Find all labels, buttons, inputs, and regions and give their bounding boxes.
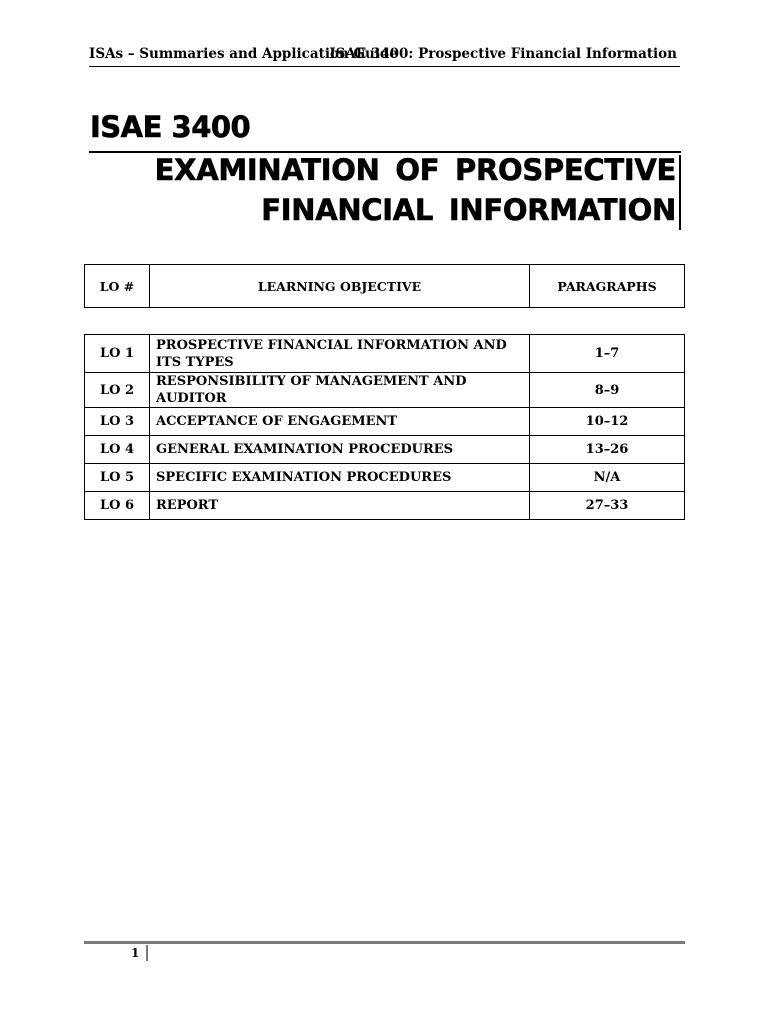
lo-cell: LO 5 — [85, 464, 150, 492]
page-number-separator — [146, 945, 148, 961]
learning-objectives-header-table — [84, 264, 685, 308]
column-header-paragraphs: PARAGRAPHS — [530, 265, 685, 308]
paragraphs-cell: 10–12 — [530, 408, 685, 436]
objective-cell: ACCEPTANCE OF ENGAGEMENT — [150, 408, 530, 436]
header-book-title: ISAs – Summaries and Application Guide — [89, 46, 398, 62]
paragraphs-cell: 27–33 — [530, 492, 685, 520]
table-row — [85, 373, 685, 408]
objective-cell: RESPONSIBILITY OF MANAGEMENT AND AUDITOR — [150, 373, 530, 408]
lo-cell: LO 1 — [85, 335, 150, 373]
page-title-line-1: EXAMINATION OF PROSPECTIVE — [154, 153, 676, 187]
paragraphs-cell: N/A — [530, 464, 685, 492]
learning-objectives-table — [84, 334, 685, 520]
header-row — [85, 265, 685, 308]
objective-cell: SPECIFIC EXAMINATION PROCEDURES — [150, 464, 530, 492]
lo-cell: LO 3 — [85, 408, 150, 436]
objective-cell: GENERAL EXAMINATION PROCEDURES — [150, 436, 530, 464]
column-header-objective: LEARNING OBJECTIVE — [150, 265, 530, 308]
table-row — [85, 492, 685, 520]
table-row — [85, 408, 685, 436]
page-number: 1 — [131, 946, 140, 960]
objective-cell: REPORT — [150, 492, 530, 520]
footer-divider — [84, 941, 685, 944]
header-chapter-title: ISAE 3400: Prospective Financial Information — [329, 46, 677, 62]
column-header-lo: LO # — [85, 265, 150, 308]
paragraphs-cell: 8–9 — [530, 373, 685, 408]
running-header — [89, 46, 680, 67]
lo-cell: LO 2 — [85, 373, 150, 408]
lo-cell: LO 6 — [85, 492, 150, 520]
table-row — [85, 464, 685, 492]
objective-cell: PROSPECTIVE FINANCIAL INFORMATION AND ITS TYPES — [150, 335, 530, 373]
lo-cell: LO 4 — [85, 436, 150, 464]
standard-code-heading: ISAE 3400 — [90, 110, 251, 144]
paragraphs-cell: 1–7 — [530, 335, 685, 373]
paragraphs-cell: 13–26 — [530, 436, 685, 464]
page-title-line-2: FINANCIAL INFORMATION — [261, 193, 676, 227]
table-row — [85, 436, 685, 464]
table-row — [85, 335, 685, 373]
title-side-rule — [679, 155, 681, 230]
